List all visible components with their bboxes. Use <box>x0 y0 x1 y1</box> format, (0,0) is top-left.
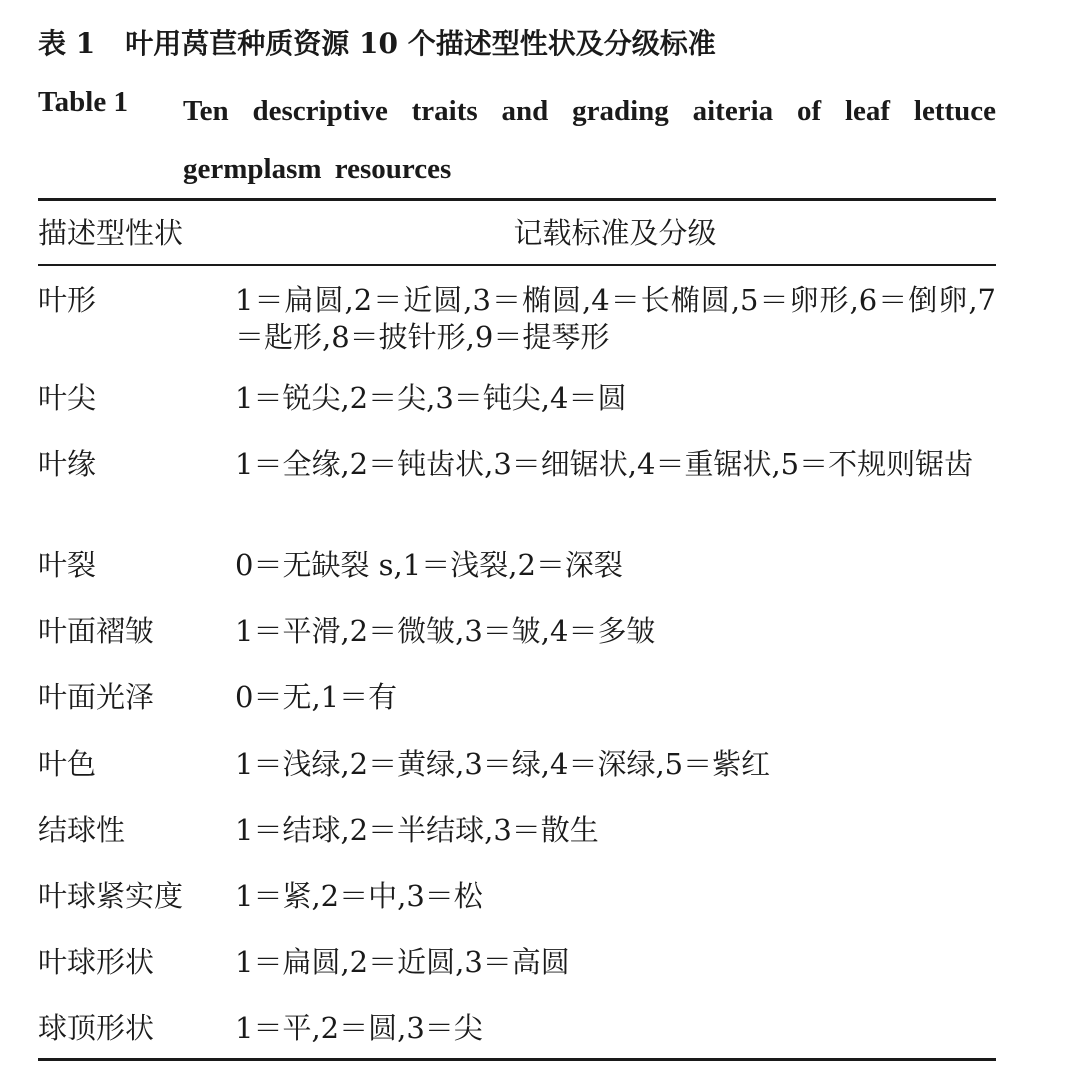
table-title-chinese: 叶用莴苣种质资源 10 个描述型性状及分级标准 <box>125 27 716 60</box>
table-number-english: Table 1 <box>38 86 128 118</box>
trait-cell: 叶色 <box>38 747 97 781</box>
table-top-rule <box>38 198 996 201</box>
criteria-cell: 1＝结球,2＝半结球,3＝散生 <box>235 813 599 847</box>
criteria-cell: 1＝平滑,2＝微皱,3＝皱,4＝多皱 <box>235 614 656 648</box>
criteria-cell: 1＝扁圆,2＝近圆,3＝高圆 <box>235 945 570 979</box>
table-header-rule <box>38 264 996 266</box>
criteria-cell: 1＝锐尖,2＝尖,3＝钝尖,4＝圆 <box>235 381 627 415</box>
trait-cell: 结球性 <box>38 813 126 847</box>
column-header-trait: 描述型性状 <box>38 216 184 250</box>
criteria-cell: 1＝扁圆,2＝近圆,3＝椭圆,4＝长椭圆,5＝卵形,6＝倒卵,7＝匙形,8＝披针形,9＝提琴形 <box>235 283 996 354</box>
criteria-cell: 0＝无,1＝有 <box>235 680 398 714</box>
trait-cell: 叶球形状 <box>38 945 155 979</box>
table-header-row <box>38 206 996 260</box>
criteria-cell: 1＝紧,2＝中,3＝松 <box>235 879 483 913</box>
trait-cell: 叶面褶皱 <box>38 614 155 648</box>
table-number-chinese: 表 1 <box>38 27 96 60</box>
trait-cell: 叶形 <box>38 283 97 317</box>
criteria-cell: 1＝浅绿,2＝黄绿,3＝绿,4＝深绿,5＝紫红 <box>235 747 771 781</box>
trait-cell: 叶缘 <box>38 447 97 481</box>
table-caption-chinese <box>38 24 716 64</box>
trait-cell: 叶球紧实度 <box>38 879 184 913</box>
table-title-english: Ten descriptive traits and grading aiteria of leaf lettuce germplasm resources <box>183 95 996 185</box>
column-header-criteria: 记载标准及分级 <box>513 216 717 250</box>
criteria-cell: 1＝平,2＝圆,3＝尖 <box>235 1011 483 1045</box>
criteria-cell: 1＝全缘,2＝钝齿状,3＝细锯状,4＝重锯状,5＝不规则锯齿 <box>235 447 974 481</box>
trait-cell: 叶面光泽 <box>38 680 155 714</box>
table-bottom-rule <box>38 1058 996 1061</box>
trait-cell: 球顶形状 <box>38 1011 155 1045</box>
criteria-cell: 0＝无缺裂 s,1＝浅裂,2＝深裂 <box>235 548 623 582</box>
trait-cell: 叶尖 <box>38 381 97 415</box>
trait-cell: 叶裂 <box>38 548 97 582</box>
